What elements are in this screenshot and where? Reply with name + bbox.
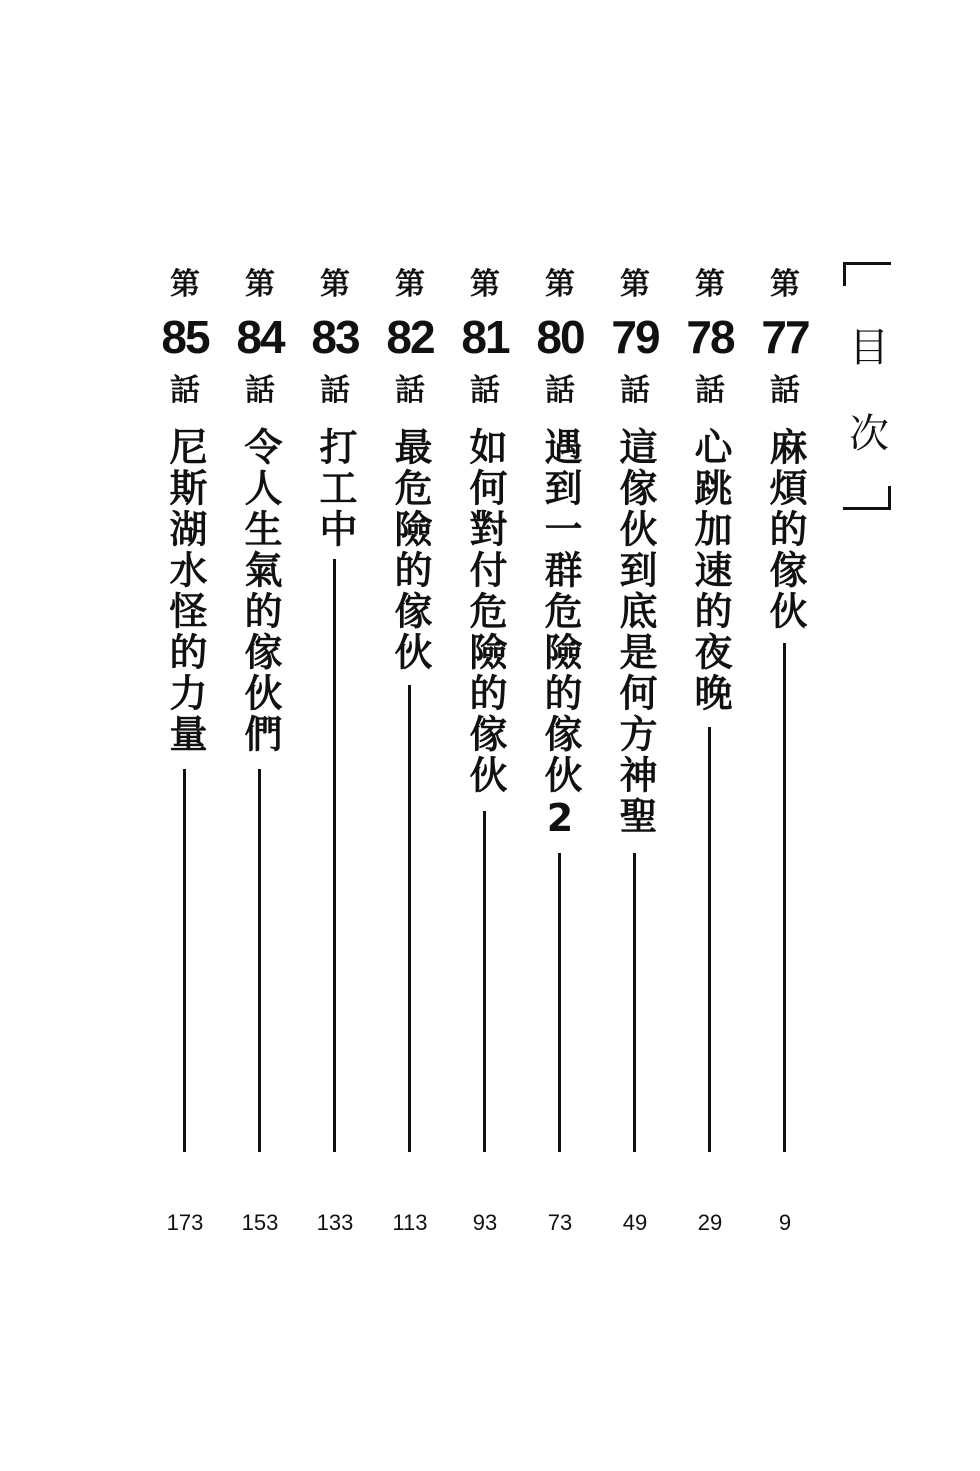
chapter-leader-line [483,811,486,1152]
heading-char-1: 目 [849,325,889,371]
chapter-entry[interactable] [378,262,442,1242]
chapter-entry[interactable] [603,262,667,1242]
chapter-prefix: 第 [470,267,500,302]
chapter-entry[interactable] [753,262,817,1242]
chapter-entry[interactable] [303,262,367,1242]
chapter-title: 打工中 [313,427,357,550]
chapter-leader-line [408,685,411,1152]
chapter-title: 最危險的傢伙 [388,427,432,673]
heading-bracket-open [843,262,891,286]
chapter-leader-line [633,853,636,1152]
chapter-prefix: 第 [395,267,425,302]
heading-bracket-close [843,486,891,510]
chapter-leader-line [708,727,711,1152]
chapter-title: 令人生氣的傢伙們 [238,427,282,755]
chapter-page-number[interactable]: 93 [472,1210,498,1235]
chapter-suffix: 話 [395,373,425,408]
chapter-leader-line [333,559,336,1152]
chapter-entry[interactable] [528,262,592,1242]
heading-char-2: 次 [849,411,889,457]
chapter-suffix: 話 [620,373,650,408]
chapter-entry[interactable] [678,262,742,1242]
chapter-number: 81 [461,311,509,363]
chapter-suffix: 話 [245,373,275,408]
chapter-suffix: 話 [545,373,575,408]
chapter-title: 尼斯湖水怪的力量 [163,427,207,755]
chapter-number: 83 [311,311,359,363]
chapter-suffix: 話 [695,373,725,408]
chapter-suffix: 話 [170,373,200,408]
chapter-prefix: 第 [695,267,725,302]
chapter-number: 82 [386,311,434,363]
chapter-page-number[interactable]: 113 [392,1210,428,1235]
chapter-leader-line [183,769,186,1152]
chapter-number: 77 [761,311,809,363]
chapter-number: 78 [686,311,734,363]
chapter-suffix: 話 [320,373,350,408]
chapter-title: 遇到一群危險的傢伙2 [538,427,582,843]
chapter-title: 這傢伙到底是何方神聖 [613,427,657,837]
chapter-number: 80 [536,311,584,363]
chapter-number: 85 [161,311,209,363]
chapter-prefix: 第 [320,267,350,302]
chapter-title: 心跳加速的夜晚 [688,427,732,714]
chapter-leader-line [558,853,561,1152]
chapter-prefix: 第 [545,267,575,302]
chapter-page-number[interactable]: 29 [697,1210,723,1235]
chapter-page-number[interactable]: 153 [241,1210,279,1235]
chapter-entry[interactable] [228,262,292,1242]
chapter-entry[interactable] [153,262,217,1242]
chapter-page-number[interactable]: 9 [778,1210,792,1235]
chapter-title: 麻煩的傢伙 [763,427,807,632]
chapter-leader-line [258,769,261,1152]
chapter-prefix: 第 [170,267,200,302]
chapter-page-number[interactable]: 73 [547,1210,573,1235]
chapter-prefix: 第 [620,267,650,302]
chapter-number: 79 [611,311,659,363]
chapter-number: 84 [236,311,284,363]
chapter-page-number[interactable]: 49 [622,1210,648,1235]
chapter-title: 如何對付危險的傢伙 [463,427,507,796]
chapter-suffix: 話 [770,373,800,408]
chapter-prefix: 第 [245,267,275,302]
chapter-entry[interactable] [453,262,517,1242]
chapter-page-number[interactable]: 133 [316,1210,354,1235]
chapter-suffix: 話 [470,373,500,408]
chapter-page-number[interactable]: 173 [166,1210,204,1235]
toc-heading [843,262,895,510]
chapter-leader-line [783,643,786,1152]
chapter-prefix: 第 [770,267,800,302]
